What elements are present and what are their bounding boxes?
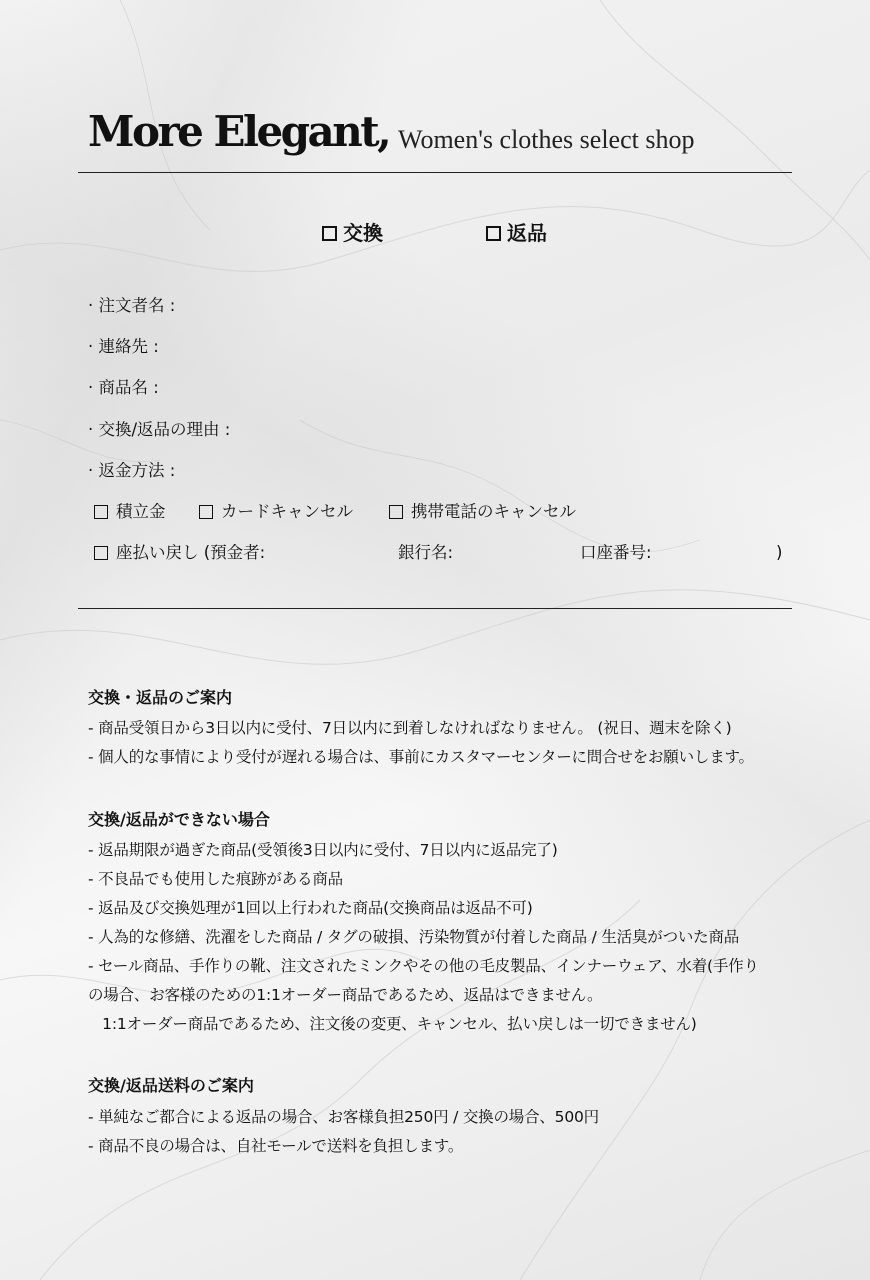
form-divider	[78, 608, 792, 609]
not-allowed-line: - 返品及び交換処理が1回以上行われた商品(交換商品は返品不可)	[88, 899, 533, 917]
return-checkbox[interactable]	[486, 218, 547, 248]
guide-title: 交換・返品のご案内	[88, 688, 233, 707]
header	[88, 104, 788, 164]
checkbox-icon	[322, 226, 337, 241]
request-type	[0, 218, 870, 248]
header-divider	[78, 172, 792, 173]
exchange-checkbox[interactable]	[322, 218, 383, 248]
option-phone-cancel-label: 携帯電話のキャンセル	[411, 502, 576, 521]
field-reason[interactable]: · 交換/返品の理由 :	[88, 420, 231, 439]
guide-line: - 商品受領日から3日以内に受付、7日以内に到着しなければなりません。 (祝日、週末を除く)	[88, 719, 732, 737]
option-points[interactable]	[94, 500, 166, 524]
option-phone-cancel[interactable]	[389, 500, 576, 524]
close-paren: )	[776, 543, 783, 562]
option-card-cancel[interactable]	[199, 500, 353, 524]
bank-refund-row	[94, 541, 794, 565]
field-orderer-name[interactable]: · 注文者名 :	[88, 296, 176, 315]
checkbox-icon	[389, 505, 403, 519]
not-allowed-line: - 返品期限が過ぎた商品(受領後3日以内に受付、7日以内に返品完了)	[88, 841, 558, 859]
not-allowed-line: - 不良品でも使用した痕跡がある商品	[88, 870, 343, 888]
account-number-label: 口座番号:	[580, 543, 652, 562]
not-allowed-title: 交換/返品ができない場合	[88, 810, 270, 829]
shipping-title: 交換/返品送料のご案内	[88, 1076, 254, 1095]
not-allowed-line: 1:1オーダー商品であるため、注文後の変更、キャンセル、払い戻しは一切できません)	[88, 1015, 697, 1033]
option-card-cancel-label: カードキャンセル	[221, 502, 353, 521]
option-bank-refund[interactable]	[94, 541, 265, 565]
field-contact[interactable]: · 連絡先 :	[88, 337, 159, 356]
not-allowed-line: - セール商品、手作りの靴、注文されたミンクやその他の毛皮製品、インナーウェア、水着(手作り	[88, 957, 759, 975]
bank-name-label: 銀行名:	[398, 543, 454, 562]
brand-tagline: Women's clothes select shop	[398, 125, 695, 154]
return-label: 返品	[507, 221, 547, 245]
checkbox-icon	[199, 505, 213, 519]
checkbox-icon	[486, 226, 501, 241]
not-allowed-line: の場合、お客様のための1:1オーダー商品であるため、返品はできません。	[88, 986, 603, 1004]
shipping-line: - 単純なご都合による返品の場合、お客様負担250円 / 交換の場合、500円	[88, 1108, 599, 1126]
field-product-name[interactable]: · 商品名 :	[88, 378, 159, 397]
shipping-line: - 商品不良の場合は、自社モールで送料を負担します。	[88, 1137, 464, 1155]
guide-line: - 個人的な事情により受付が遅れる場合は、事前にカスタマーセンターに問合せをお願いします。	[88, 748, 754, 766]
brand-logo: More Elegant,	[88, 107, 390, 156]
checkbox-icon	[94, 505, 108, 519]
not-allowed-line: - 人為的な修繕、洗濯をした商品 / タグの破損、汚染物質が付着した商品 / 生活臭がついた商品	[88, 928, 740, 946]
exchange-label: 交換	[343, 221, 383, 245]
checkbox-icon	[94, 546, 108, 560]
field-refund-method: · 返金方法 :	[88, 461, 176, 480]
depositor-label: 座払い戻し (預金者:	[116, 543, 266, 562]
refund-options	[94, 500, 794, 524]
option-points-label: 積立金	[116, 502, 166, 521]
